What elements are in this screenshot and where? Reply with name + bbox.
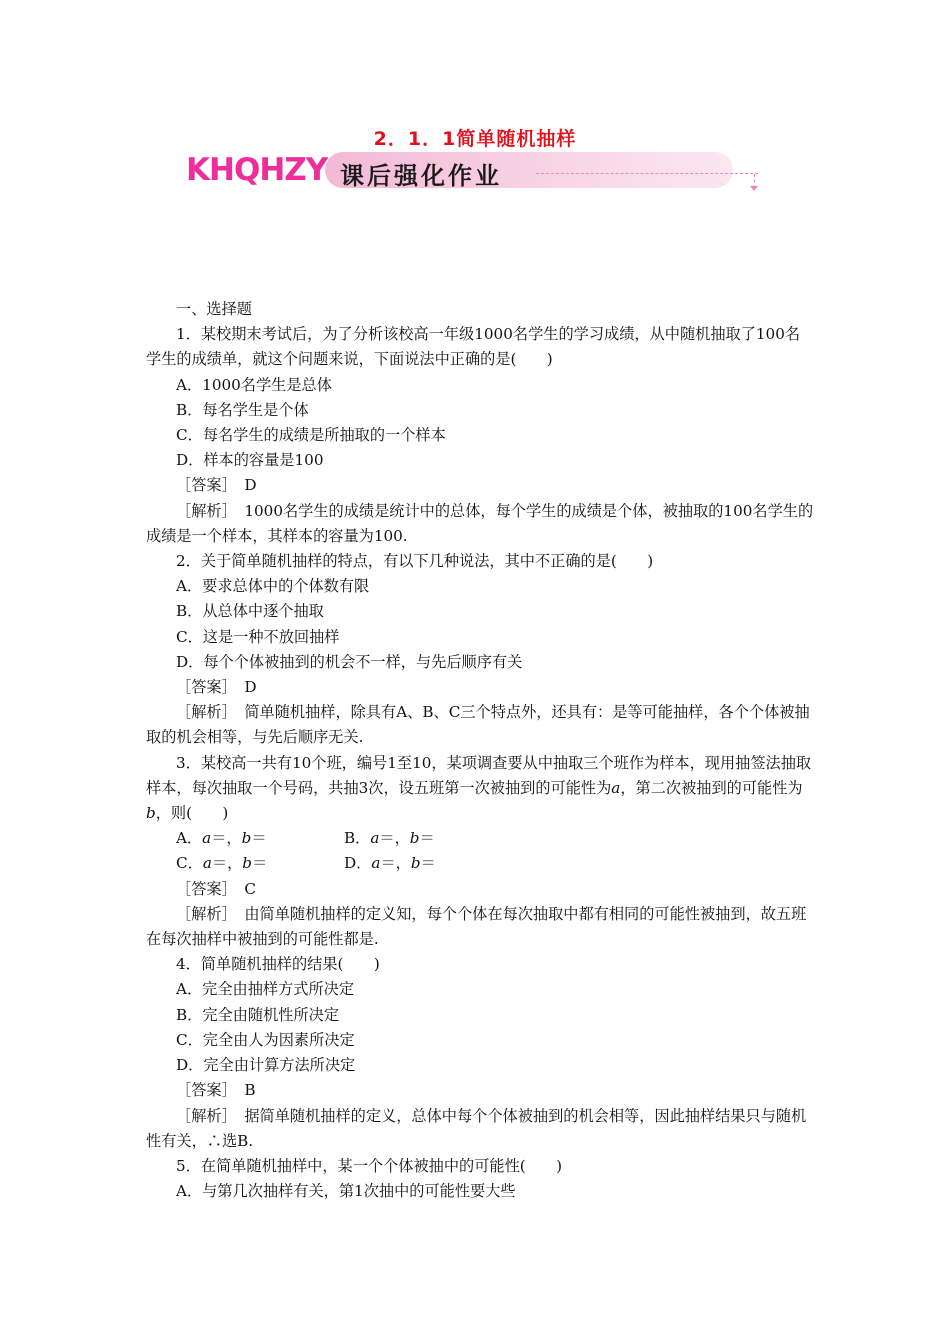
variable-b: b	[409, 829, 420, 848]
question-3-option-a	[176, 826, 344, 851]
question-4-stem: 4．简单随机抽样的结果( )	[176, 955, 380, 974]
equals-sign: ＝，	[211, 854, 243, 873]
question-4-analysis: ［解析］ 据简单随机抽样的定义，总体中每个个体被抽到的机会相等，因此抽样结果只与随机性有关，∴选B.	[146, 1106, 807, 1150]
variable-a: a	[370, 829, 380, 848]
question-2-option-d: D．每个个体被抽到的机会不一样，与先后顺序有关	[176, 652, 523, 671]
equals-sign: ＝	[251, 829, 267, 848]
question-2-option-a: A．要求总体中的个体数有限	[176, 577, 370, 596]
question-2-stem: 2．关于简单随机抽样的特点，有以下几种说法，其中不正确的是( )	[176, 552, 654, 571]
question-3-analysis: ［解析］ 由简单随机抽样的定义知，每个个体在每次抽取中都有相同的可能性被抽到，故五班在每次抽样中被抽到的可能性都是.	[146, 904, 807, 949]
question-2-option-b: B．从总体中逐个抽取	[176, 602, 324, 621]
equals-sign: ＝	[420, 854, 436, 873]
question-3-option-c	[176, 851, 344, 876]
question-4-option-a: A．完全由抽样方式所决定	[176, 980, 355, 999]
variable-a: a	[611, 778, 621, 797]
page-title: 2．1．1简单随机抽样	[373, 128, 577, 150]
equals-sign: ＝，	[380, 854, 411, 873]
question-4-answer: ［答案］ B	[176, 1081, 256, 1100]
question-5-option-a: A．与第几次抽样有关，第1次抽中的可能性要大些	[176, 1182, 516, 1201]
variable-b: b	[242, 854, 252, 873]
question-1-analysis: ［解析］ 1000名学生的成绩是统计中的总体，每个学生的成绩是个体，被抽取的100名学生的成绩是一个样本，其样本的容量为100.	[146, 501, 814, 545]
section-banner	[186, 148, 766, 198]
question-4-option-c: C．完全由人为因素所决定	[176, 1030, 355, 1049]
option-label: A．	[176, 829, 203, 848]
question-2-analysis: ［解析］ 简单随机抽样，除具有A、B、C三个特点外，还具有：是等可能抽样，各个个体被抽取的机会相等，与先后顺序无关.	[146, 703, 810, 747]
question-1-option-d: D．样本的容量是100	[176, 451, 324, 470]
question-3-stem	[146, 751, 814, 827]
variable-b: b	[241, 829, 252, 848]
equals-sign: ＝	[419, 829, 435, 848]
equals-sign: ＝	[251, 854, 268, 873]
question-4-option-d: D．完全由计算方法所决定	[176, 1056, 356, 1075]
question-3-option-b	[344, 826, 512, 851]
variable-a: a	[202, 854, 212, 873]
variable-b: b	[410, 854, 421, 873]
question-1-answer: ［答案］ D	[176, 476, 257, 495]
question-3-stem-part1: 3．某校高一共有10个班，编号1至10，某项调查要从中抽取三个班作为样本，现用抽签法抽取样本，每次抽取一个号码，共抽3次，设五班第一次被抽到的可能性为	[146, 753, 812, 797]
variable-a: a	[202, 829, 212, 848]
question-1-option-b: B．每名学生是个体	[176, 400, 309, 419]
banner-logo-text: KHQHZY	[186, 152, 328, 188]
section-heading: 一、选择题	[176, 300, 252, 318]
equals-sign: ＝，	[379, 829, 410, 848]
question-2-option-c: C．这是一种不放回抽样	[176, 627, 340, 646]
equals-sign: ＝，	[211, 829, 242, 848]
arrow-down-icon	[750, 186, 758, 191]
question-5-stem: 5．在简单随机抽样中，某一个个体被抽中的可能性( )	[176, 1156, 563, 1175]
question-3-options-row-1	[146, 826, 814, 851]
option-label: D．	[344, 854, 372, 873]
question-3-options-row-2	[146, 851, 814, 876]
question-3-answer: ［答案］ C	[176, 879, 256, 898]
question-3-stem-part2: ，第二次被抽到的可能性为	[620, 778, 803, 797]
banner-heading: 课后强化作业	[340, 162, 502, 190]
variable-b: b	[146, 804, 156, 823]
question-2-answer: ［答案］ D	[176, 678, 257, 697]
question-3-option-d	[344, 851, 512, 876]
variable-a: a	[371, 854, 381, 873]
question-4-option-b: B．完全由随机性所决定	[176, 1005, 340, 1024]
question-1-option-a: A．1000名学生是总体	[176, 375, 332, 394]
option-label: C．	[176, 854, 203, 873]
option-label: B．	[344, 829, 371, 848]
banner-dashed-line	[536, 173, 758, 174]
exercise-body	[146, 297, 814, 1204]
question-1-option-c: C．每名学生的成绩是所抽取的一个样本	[176, 426, 446, 445]
question-3-stem-part3: ，则( )	[155, 804, 229, 823]
question-1-stem: 1．某校期末考试后，为了分析该校高一年级1000名学生的学习成绩，从中随机抽取了100名学生的成绩单，就这个问题来说，下面说法中正确的是( )	[146, 325, 801, 369]
